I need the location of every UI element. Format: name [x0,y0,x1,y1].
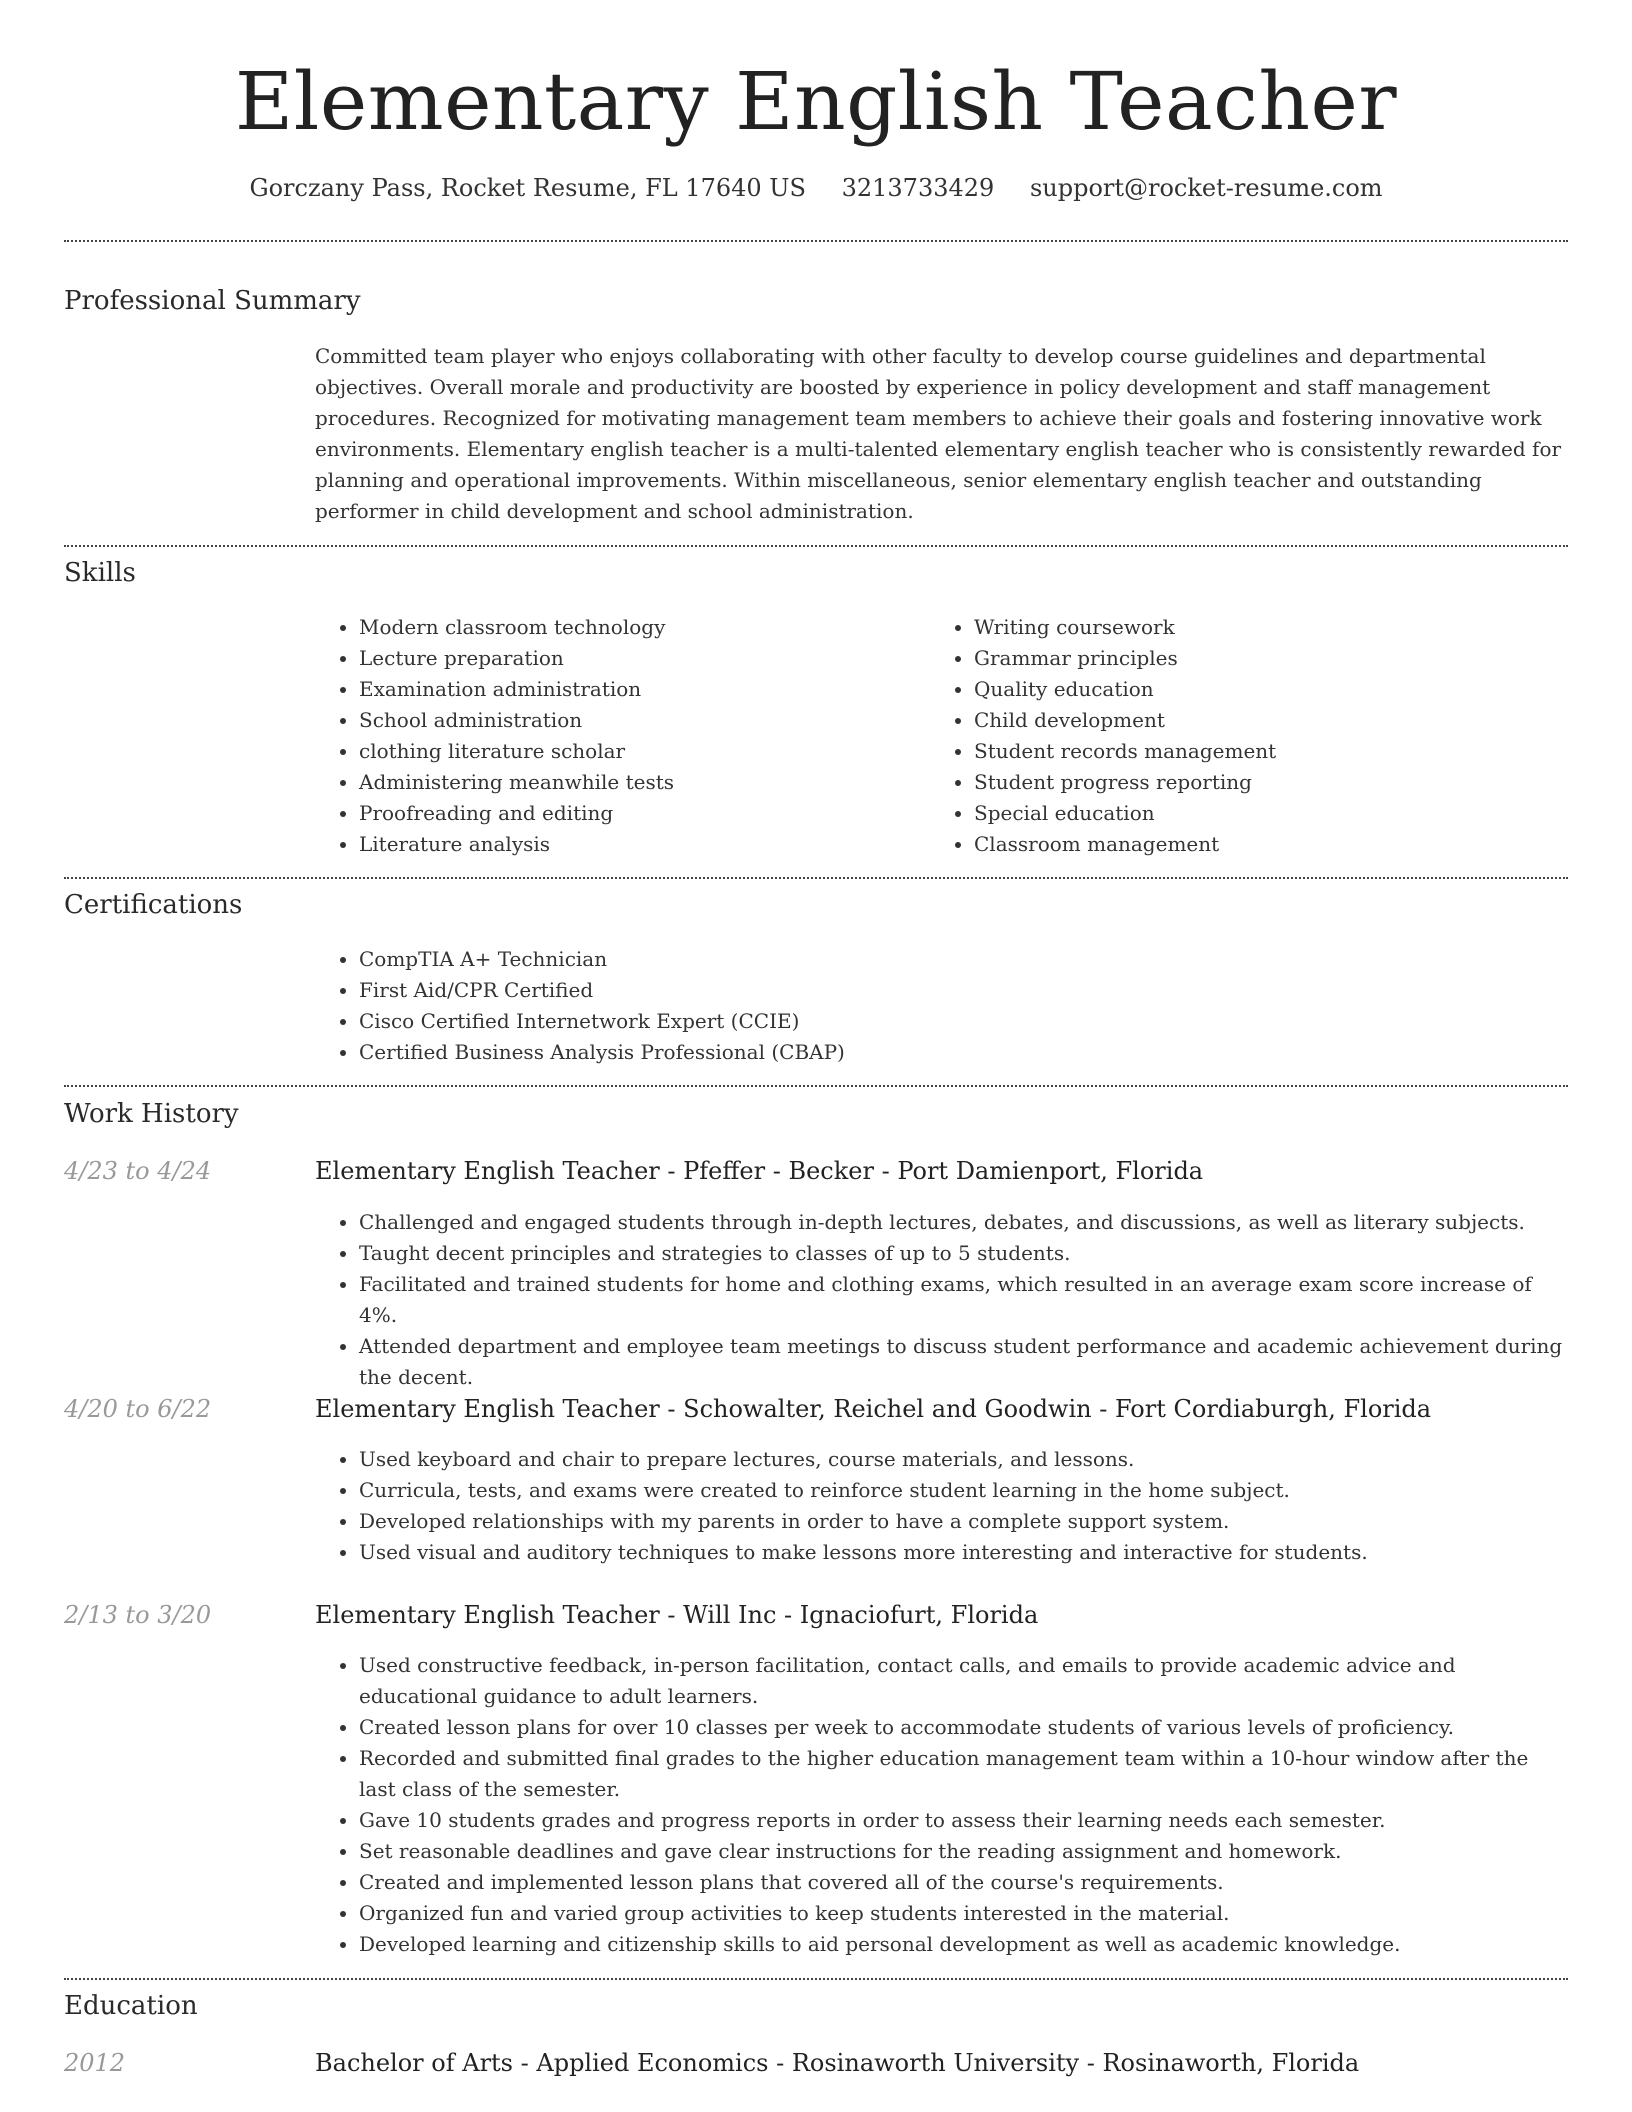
job-title: Elementary English Teacher - Will Inc - Ignaciofurt, Florida [315,1601,1039,1629]
skill-item: • Grammar principles [974,643,1574,674]
certifications-heading: Certifications [64,890,243,920]
job-bullets [315,1207,1568,1393]
job-bullet: • Attended department and employee team meetings to discuss student performance and academic achievement during the decent. [359,1331,1568,1393]
job-title: Elementary English Teacher - Schowalter, Reichel and Goodwin - Fort Cordiaburgh, Florida [315,1395,1432,1423]
summary-text: Committed team player who enjoys collaborating with other faculty to develop course guidelines and departmental objectives. Overall morale and productivity are boosted by experience in policy development and staff management procedures. Recognized for motivating management team members to achieve their goals and fostering innovative work environments. Elementary english teacher is a multi-talented elementary english teacher who is consistently rewarded for planning and operational improvements. Within miscellaneous, senior elementary english teacher and outstanding performer in child development and school administration. [315,344,1562,523]
job-bullet: • Curricula, tests, and exams were created to reinforce student learning in the home subject. [359,1475,1568,1506]
job-bullet: • Facilitated and trained students for home and clothing exams, which resulted in an average exam score increase of 4%. [359,1269,1568,1331]
skills-list-right [930,612,1574,860]
skill-item: • Classroom management [974,829,1574,860]
skill-item: • Student records management [974,736,1574,767]
contact-line [64,170,1568,206]
job-bullet: • Gave 10 students grades and progress reports in order to assess their learning needs each semester. [359,1805,1568,1836]
skill-item: • clothing literature scholar [359,736,919,767]
skills-list-left [315,612,919,860]
job-title: Elementary English Teacher - Pfeffer - Becker - Port Damienport, Florida [315,1157,1204,1185]
skills-heading: Skills [64,558,136,588]
skill-item: • Quality education [974,674,1574,705]
job-bullet: • Taught decent principles and strategies to classes of up to 5 students. [359,1238,1568,1269]
header-divider [64,240,1568,242]
skill-item: • Special education [974,798,1574,829]
skill-item: • Administering meanwhile tests [359,767,919,798]
education-degree: Bachelor of Arts - Applied Economics - Rosinaworth University - Rosinaworth, Florida [315,2049,1360,2077]
job-bullet: • Organized fun and varied group activities to keep students interested in the material. [359,1898,1568,1929]
job-bullet: • Recorded and submitted final grades to the higher education management team within a 10-hour window after the last class of the semester. [359,1743,1568,1805]
job-bullet: • Used constructive feedback, in-person facilitation, contact calls, and emails to provide academic advice and educational guidance to adult learners. [359,1650,1568,1712]
job-bullets [315,1444,1568,1568]
job-bullet: • Used visual and auditory techniques to make lessons more interesting and interactive for students. [359,1537,1568,1568]
summary-divider [64,545,1568,547]
skill-item: • Proofreading and editing [359,798,919,829]
certification-item: • CompTIA A+ Technician [359,944,1559,975]
skill-item: • Lecture preparation [359,643,919,674]
job-bullet: • Used keyboard and chair to prepare lectures, course materials, and lessons. [359,1444,1568,1475]
contact-address: Gorczany Pass, Rocket Resume, FL 17640 US [249,174,806,202]
summary-heading: Professional Summary [64,286,361,316]
job-dates: 4/23 to 4/24 [64,1157,212,1185]
work-heading: Work History [64,1099,239,1129]
job-bullet: • Set reasonable deadlines and gave clear instructions for the reading assignment and homework. [359,1836,1568,1867]
resume-name: Elementary English Teacher [234,55,1398,148]
skill-item: • Modern classroom technology [359,612,919,643]
work-divider [64,1978,1568,1980]
contact-email: support@rocket-resume.com [1029,174,1383,202]
skill-item: • Examination administration [359,674,919,705]
skills-divider [64,877,1568,879]
job-bullets [315,1650,1568,1960]
skill-item: • Writing coursework [974,612,1574,643]
job-bullet: • Developed relationships with my parents in order to have a complete support system. [359,1506,1568,1537]
job-bullet: • Created lesson plans for over 10 classes per week to accommodate students of various levels of proficiency. [359,1712,1568,1743]
skill-item: • Student progress reporting [974,767,1574,798]
certification-item: • Certified Business Analysis Professional (CBAP) [359,1037,1559,1068]
job-bullet: • Challenged and engaged students through in-depth lectures, debates, and discussions, as well as literary subjects. [359,1207,1568,1238]
education-heading: Education [64,1991,198,2021]
certifications-list [315,944,1559,1068]
skill-item: • Literature analysis [359,829,919,860]
job-bullet: • Developed learning and citizenship skills to aid personal development as well as academic knowledge. [359,1929,1568,1960]
skill-item: • School administration [359,705,919,736]
education-year: 2012 [64,2049,126,2077]
skill-item: • Child development [974,705,1574,736]
certification-item: • Cisco Certified Internetwork Expert (CCIE) [359,1006,1559,1037]
certification-item: • First Aid/CPR Certified [359,975,1559,1006]
certifications-divider [64,1085,1568,1087]
job-bullet: • Created and implemented lesson plans that covered all of the course's requirements. [359,1867,1568,1898]
job-dates: 2/13 to 3/20 [64,1601,212,1629]
job-dates: 4/20 to 6/22 [64,1395,212,1423]
contact-phone: 3213733429 [841,174,995,202]
